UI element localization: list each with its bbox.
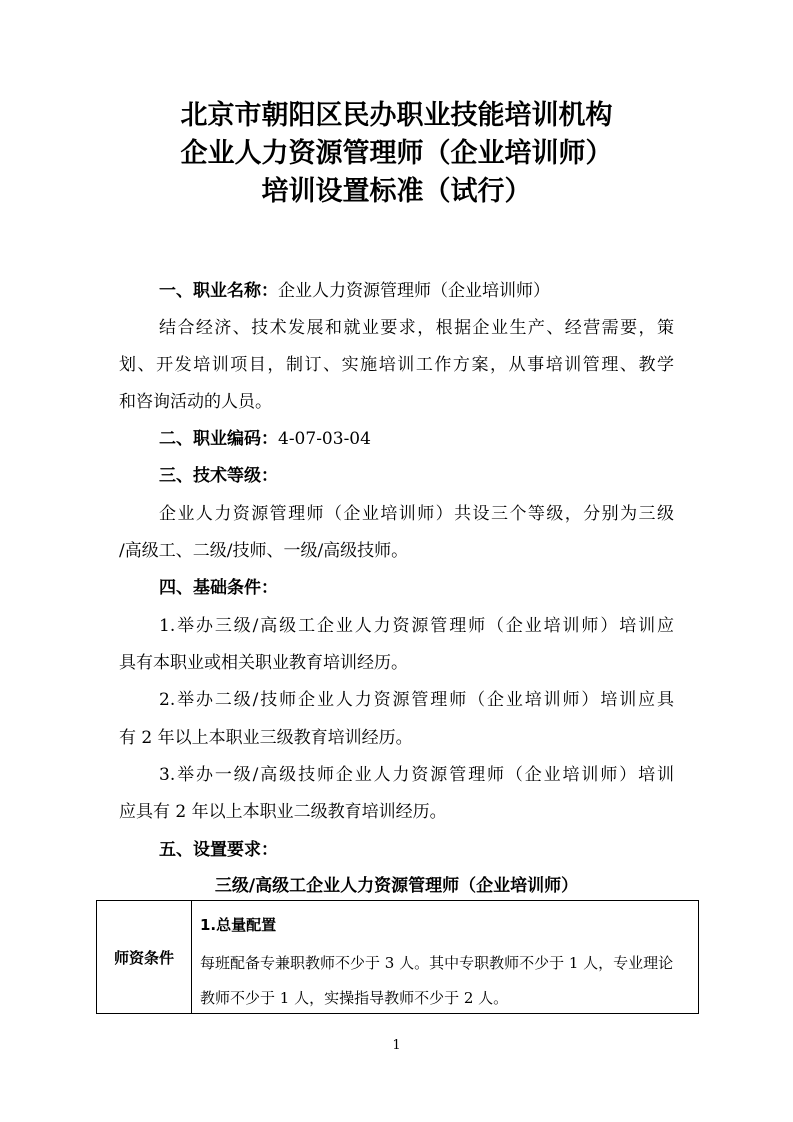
table-row (97, 901, 699, 1014)
section-4-item-2-line-1: 2.举办二级/技师企业人力资源管理师（企业培训师）培训应具 (159, 690, 674, 710)
page-number: 1 (392, 1038, 401, 1053)
faculty-line-2: 教师不少于 1 人，实操指导教师不少于 2 人。 (200, 989, 509, 1007)
occupation-code: 4-07-03-04 (278, 429, 371, 449)
total-allocation-heading: 1.总量配置 (200, 916, 277, 934)
faculty-requirements-label: 师资条件 (113, 948, 174, 967)
section-2 (159, 427, 719, 451)
table-content-cell (192, 901, 699, 1014)
requirements-table (96, 900, 699, 1014)
doc-title-line-1: 北京市朝阳区民办职业技能培训机构 (180, 100, 613, 131)
section-5-heading: 五、设置要求： (159, 840, 278, 860)
section-4-item-3-line-2: 应具有 2 年以上本职业二级教育培训经历。 (119, 802, 447, 822)
section-2-heading: 二、职业编码： (159, 429, 278, 449)
occupation-name: 企业人力资源管理师（企业培训师） (278, 281, 550, 301)
section-1-desc-line-2: 划、开发培训项目，制订、实施培训工作方案，从事培训管理、教学 (119, 355, 674, 375)
section-3-line-2: /高级工、二级/技师、一级/高级技师。 (119, 541, 409, 561)
section-4-item-3-line-1: 3.举办一级/高级技师企业人力资源管理师（企业培训师）培训 (159, 765, 674, 785)
section-1-desc-line-3: 和咨询活动的人员。 (119, 392, 272, 412)
section-4-item-2-line-2: 有 2 年以上本职业三级教育培训经历。 (119, 728, 413, 748)
section-1-desc-line-1: 结合经济、技术发展和就业要求，根据企业生产、经营需要，策 (159, 318, 674, 338)
section-3-line-1: 企业人力资源管理师（企业培训师）共设三个等级，分别为三级 (159, 504, 674, 524)
doc-title-line-3: 培训设置标准（试行） (261, 176, 532, 207)
section-4-item-1-line-2: 具有本职业或相关职业教育培训经历。 (119, 653, 408, 673)
section-1-heading: 一、职业名称： (159, 281, 278, 301)
table-label-cell (97, 901, 192, 1014)
table-caption: 三级/高级工企业人力资源管理师（企业培训师） (214, 876, 579, 896)
section-3-heading: 三、技术等级： (159, 466, 278, 486)
section-1 (159, 279, 719, 303)
faculty-line-1: 每班配备专兼职教师不少于 3 人。其中专职教师不少于 1 人，专业理论 (200, 954, 674, 972)
section-4-item-1-line-1: 1.举办三级/高级工企业人力资源管理师（企业培训师）培训应 (159, 616, 674, 636)
section-4-heading: 四、基础条件： (159, 578, 278, 598)
doc-title-line-2: 企业人力资源管理师（企业培训师） (180, 138, 613, 169)
